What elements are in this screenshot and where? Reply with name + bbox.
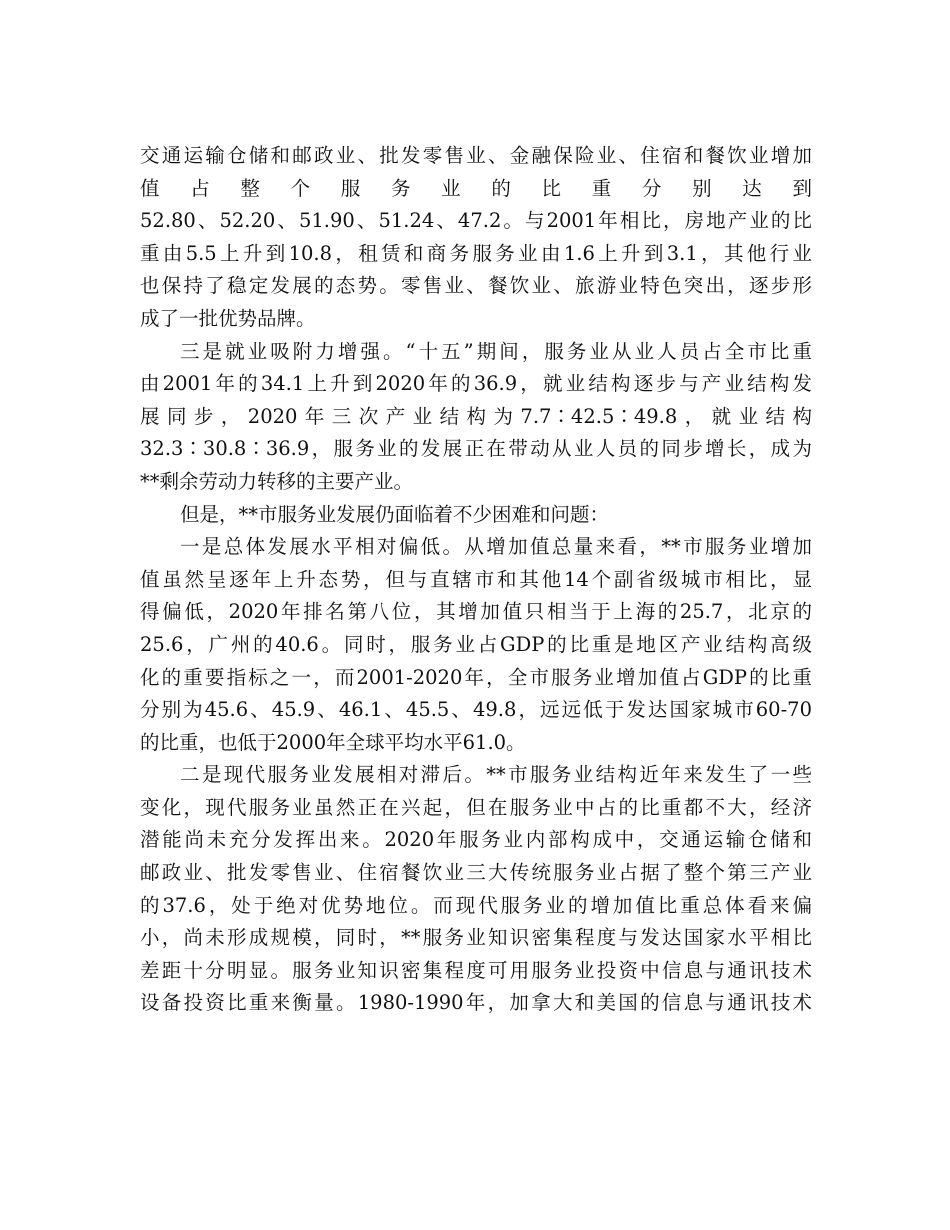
text-line: 的37.6，处于绝对优势地位。而现代服务业的增加值比重总体看来偏	[140, 893, 812, 917]
text-line: 邮政业、批发零售业、住宿餐饮业三大传统服务业占据了整个第三产业	[140, 861, 812, 885]
text-line: 展同步，2020年三次产业结构为7.7∶42.5∶49.8，就业结构	[140, 404, 812, 428]
text-line: 也保持了稳定发展的态势。零售业、餐饮业、旅游业特色突出，逐步形	[140, 274, 812, 298]
text-line: 设备投资比重来衡量。1980-1990年，加拿大和美国的信息与通讯技术	[140, 991, 812, 1015]
text-line: 由2001年的34.1上升到2020年的36.9，就业结构逐步与产业结构发	[140, 372, 812, 396]
text-line: 值虽然呈逐年上升态势，但与直辖市和其他14个副省级城市相比，显	[140, 567, 812, 591]
paragraph-start-line: 二是现代服务业发展相对滞后。**市服务业结构近年来发生了一些	[180, 763, 812, 787]
paragraph-start-line: 但是，**市服务业发展仍面临着不少困难和问题：	[180, 502, 610, 526]
text-line: **剩余劳动力转移的主要产业。	[140, 469, 414, 493]
text-line: 潜能尚未充分发挥出来。2020年服务业内部构成中，交通运输仓储和	[140, 828, 812, 852]
text-line: 成了一批优势品牌。	[140, 306, 316, 330]
text-line: 化的重要指标之一，而2001-2020年，全市服务业增加值占GDP的比重	[140, 665, 812, 689]
document-body	[140, 140, 812, 1020]
text-line: 交通运输仓储和邮政业、批发零售业、金融保险业、住宿和餐饮业增加	[140, 144, 812, 167]
text-line: 25.6，广州的40.6。同时，服务业占GDP的比重是地区产业结构高级	[140, 632, 812, 656]
text-line: 32.3∶30.8∶36.9，服务业的发展正在带动从业人员的同步增长，成为	[140, 437, 812, 461]
text-line: 52.80、52.20、51.90、51.24、47.2。与2001年相比，房地产业的比	[140, 209, 812, 233]
paragraph-start-line: 三是就业吸附力增强。“十五”期间，服务业从业人员占全市比重	[180, 339, 812, 363]
text-line: 小，尚未形成规模，同时，**服务业知识密集程度与发达国家水平相比	[140, 926, 812, 950]
text-line: 值 占 整 个 服 务 业 的 比 重 分 别 达 到	[140, 176, 812, 200]
text-line: 分别为45.6、45.9、46.1、45.5、49.8，远远低于发达国家城市60-70	[140, 698, 812, 722]
text-line: 变化，现代服务业虽然正在兴起，但在服务业中占的比重都不大，经济	[140, 795, 812, 819]
text-line: 得偏低，2020年排名第八位，其增加值只相当于上海的25.7，北京的	[140, 600, 812, 624]
text-line: 的比重，也低于2000年全球平均水平61.0。	[140, 730, 526, 754]
text-line: 差距十分明显。服务业知识密集程度可用服务业投资中信息与通讯技术	[140, 958, 812, 982]
text-line: 重由5.5上升到10.8，租赁和商务服务业由1.6上升到3.1，其他行业	[140, 241, 812, 265]
paragraph-start-line: 一是总体发展水平相对偏低。从增加值总量来看，**市服务业增加	[180, 535, 812, 559]
